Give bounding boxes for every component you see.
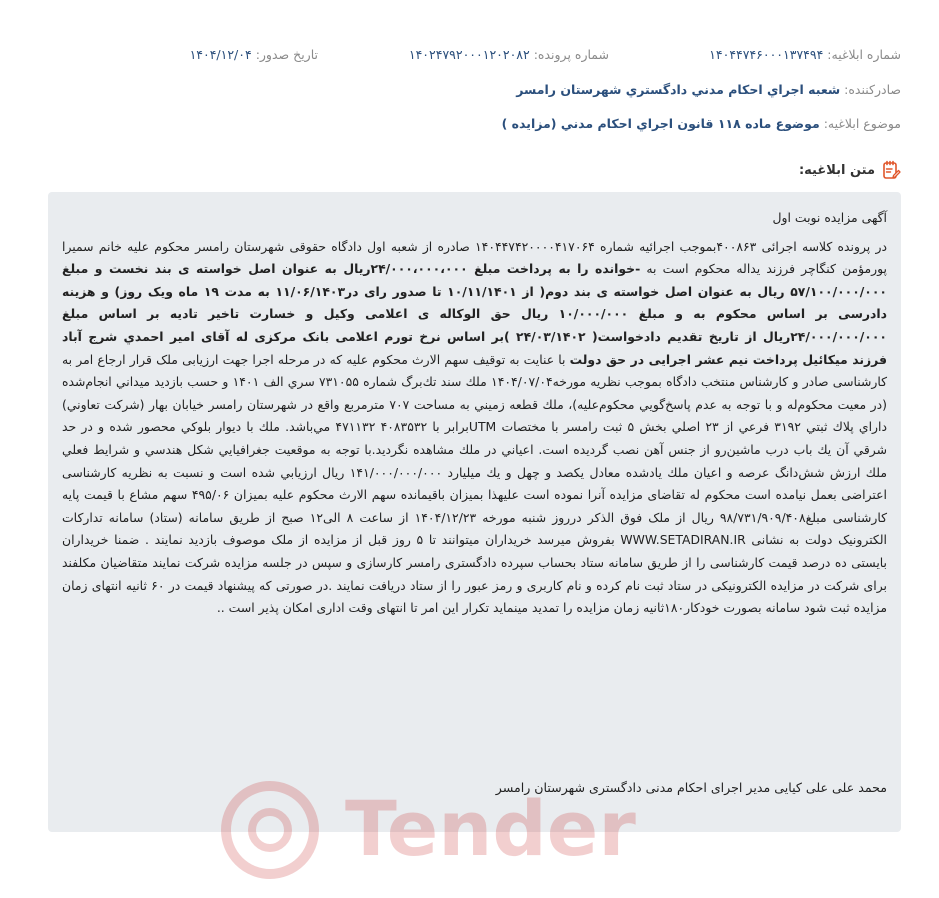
notice-body [62, 192, 887, 620]
document-edit-icon [881, 160, 901, 180]
notice-body-box [48, 192, 901, 832]
issuer-row [40, 81, 901, 99]
subject-label: موضوع ابلاغيه: [823, 116, 901, 131]
case-number-value: ۱۴۰۲۴۷۹۲۰۰۰۱۲۰۲۰۸۲ [408, 47, 530, 62]
notice-text-part-1: در پرونده کلاسه اجرائی ۴۰۰۸۶۳بموجب اجرائیه شماره ۱۴۰۴۴۷۴۲۰۰۰۰۴۱۷۰۶۴ صادره از شعبه اول دادگاه حقوقی شهرستان رامسر محکوم علیه خانم سمیرا پورمؤمن کنگاچر فرزند یداله محکوم است به [62, 238, 888, 277]
issuer-value: شعبه اجراي احكام مدني دادگستري شهرستان رامسر [516, 82, 841, 97]
case-number [409, 46, 609, 64]
case-number-label: شماره پرونده: [533, 47, 609, 62]
notice-number-value: ۱۴۰۴۴۷۴۶۰۰۰۱۳۷۴۹۴ [709, 47, 824, 62]
issue-date [190, 46, 318, 64]
issuer-label: صادركننده: [844, 82, 901, 97]
notice-number-label: شماره ابلاغيه: [827, 47, 901, 62]
notice-number [709, 46, 901, 64]
signature: محمد علی علی کیایی مدیر اجرای احکام مدنی دادگستری شهرستان رامسر [495, 780, 887, 795]
notice-text-part-2: با عنایت به توقیف سهم الارث محکوم علیه که در مرحله اجرا جهت ارزیابی ملک قرار ارجاع امر به کارشناسی صادر و کارشناس منتخب دادگاه بموجب نظریه مورخه۱۴۰۴/۰۷/۰۴ ملك سند تك‌برگ شماره ۷۳۱۰۵۵ سري الف ۱۴۰۱ و حسب بازديد ميداني انجام‌شده (در معيت محكوم‌له و با توجه به عدم پاسخ‌گويي محكوم‌عليه)، ملك قطعه زميني به مساحت ۷۰۷ مترمربع واقع در شهرستان رامسر خيابان بهار (شركت تعاوني) داراي پلاك ثبتي ۳۱۹۲ فرعي از ۲۳ اصلي بخش ۵ ثبت رامسر با مختصات UTMبرابر با ۴۰۸۳۵۳۲ ۴۷۱۱۳۲ مي‌باشد. ملك با ديوار بلوكي محصور شده و در حد شرقي آن يك باب درب ماشين‌رو از جنس آهن نصب گرديده است. اعياني در ملك مشاهده نگرديد.با توجه به موقعيت جغرافيايي شكل هندسي و شرايط فعلي ملك ارزش شش‌دانگ عرصه و اعيان ملك يادشده معادل يكصد و چهل و يك ميليارد ۱۴۱/۰۰۰/۰۰۰/۰۰۰ ريال ارزيابي شده است و نسبت به نظريه کارشناسی اعتراضی بعمل نیامده است محکوم له تقاضای مزایده آنرا نموده است علیهذا بمیزان باقیمانده سهم الارث محکوم علیه بمیزان ۴۹۵/۰۶ سهم مشاع با قیمت پایه کارشناسی مبلغ۹۸/۷۳۱/۹۰۹/۴۰۸ ریال از ملک فوق الذکر درروز شنبه مورخه ۱۴۰۴/۱۲/۲۳ از ساعت ۸ الی۱۲ صبح از طریق سامانه (ستاد) سامانه تدارکات الکترونیک دولت به نشانی WWW.SETADIRAN.IR بفروش میرسد خریداران میتوانند تا ۵ روز قبل از مزایده از ملک موصوف بازدید نمایند . ضمنا خریداران بایستی ده درصد قیمت کارشناسی را از طریق سامانه ستاد بحساب سپرده دادگستری رامسر کارسازی و سپس در جلسه مزایده شرکت نمایند متقاضیان مکلفند برای شرکت در مزایده الکترونیکی در ستاد ثبت نام کرده و نام کاربری و رمز عبور را از ستاد دریافت نمایند .در صورتی که پیشنهاد قیمت در ۶۰ ثانیه انتهای زمان مزایده ثبت شود سامانه بصورت خودکار۱۸۰ثانیه زمان مزایده را تمدید مینماید تکرار این امر تا انتهای وقت اداری امکان پذیر است .. [62, 351, 888, 616]
section-title-text: متن ابلاغيه: [798, 162, 875, 178]
section-title [799, 160, 901, 180]
notice-text-bold: -خوانده را به پرداخت مبلغ ۲۴/۰۰۰،۰۰۰،۰۰۰ریال به عنوان اصل خواسته ی بند نخست و مبلغ ۵۷/۱۰۰/۰۰۰/۰۰۰ ریال به عنوان اصل خواسته ی بند دوم( از ۱۰/۱۱/۱۴۰۱ تا صدور رای در۱۱/۰۶/۱۴۰۳ به مدت ۱۹ ماه ویک روز) و هزینه دادرسی بر اساس محکوم به و مبلغ ۱۰/۰۰۰/۰۰۰ ریال حق الوکاله ی اعلامی وکیل و خسارت تاخیر تادیه بر اساس مبلغ ۲۴/۰۰۰/۰۰۰/۰۰۰ریال از تاریخ تقدیم دادخواست( ۲۴/۰۳/۱۴۰۲ )بر اساس نرخ تورم اعلامی بانک مرکزی له آقای امیر احمدي شرج آباد فرزند میکائیل پرداخت نیم عشر اجرایی در حق دولت [62, 261, 887, 367]
notice-heading: آگهی مزایده نوبت اول [772, 210, 887, 225]
subject-row [40, 115, 901, 133]
notice-paragraph [62, 236, 887, 620]
issue-date-label: تاريخ صدور: [255, 47, 318, 62]
watermark-text: Tender [345, 784, 636, 873]
subject-value: موضوع ماده ۱۱۸ قانون اجراي احكام مدني (مزايده ) [501, 116, 820, 131]
issue-date-value: ۱۴۰۴/۱۲/۰۴ [189, 47, 252, 62]
